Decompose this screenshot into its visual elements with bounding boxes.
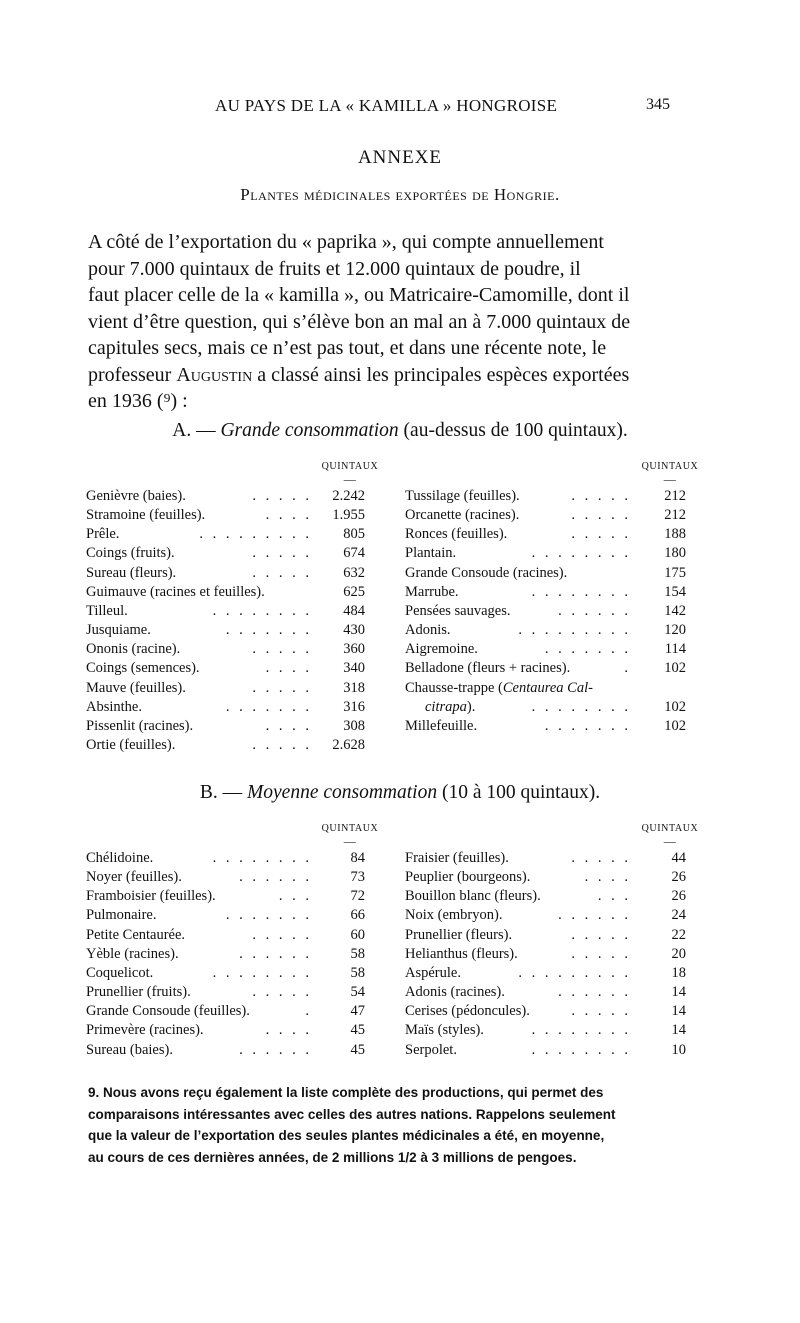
leader-dots: . . . . . <box>252 545 312 562</box>
plant-name: citrapa). <box>425 698 476 715</box>
quintaux-value: 26 <box>671 869 686 886</box>
plant-name: Marrube. <box>405 583 459 600</box>
footnote-line: que la valeur de l’exportation des seules plantes médicinales a été, en moyenne, <box>88 1128 605 1143</box>
unit-label: QUINTAUX <box>321 823 379 834</box>
intro-line: vient d’être question, qui s’élève bon an mal an à 7.000 quintaux de <box>88 310 631 333</box>
leader-dots: . . . <box>597 888 631 905</box>
leader-dots: . . . . <box>265 660 312 677</box>
quintaux-value: 484 <box>343 602 365 619</box>
leader-dots: . . . . . <box>571 926 631 943</box>
leader-dots: . . . . . . . <box>544 717 631 734</box>
intro-line: faut placer celle de la « kamilla », ou Matricaire-Camomille, dont il <box>88 284 630 306</box>
section-b-heading <box>0 782 800 804</box>
leader-dots: . . . . <box>265 507 312 524</box>
leader-dots: . . . . . . . . <box>212 850 312 866</box>
leader-dots: . . . . <box>265 717 312 734</box>
leader-dots: . . . . . <box>252 926 312 943</box>
leader-dots: . <box>624 660 631 677</box>
plant-name: Aspérule. <box>405 964 461 981</box>
section-a-left-unit-header <box>310 461 390 486</box>
leader-dots: . . . . . . . . . <box>199 526 312 543</box>
quintaux-value: 316 <box>343 698 365 715</box>
plant-name: Pissenlit (racines). <box>86 717 194 734</box>
leader-dots: . . . . . . . . <box>531 698 631 715</box>
section-a-italic: Grande consommation <box>220 420 399 441</box>
quintaux-value: 318 <box>343 679 365 696</box>
quintaux-value: 102 <box>664 698 686 715</box>
plant-name: Petite Centaurée. <box>86 926 186 943</box>
plant-name: Sureau (fleurs). <box>86 564 177 581</box>
leader-dots: . . . . . <box>571 526 631 543</box>
quintaux-value: 60 <box>350 926 365 943</box>
section-a-right-unit-header <box>630 461 710 486</box>
unit-label: QUINTAUX <box>641 461 699 472</box>
leader-dots: . . . . . . . . . <box>518 964 631 981</box>
plant-name: Pulmonaire. <box>86 907 157 924</box>
plant-name: Noyer (feuilles). <box>86 869 182 886</box>
quintaux-value: 142 <box>664 602 686 619</box>
footnote <box>88 1082 700 1168</box>
quintaux-value: 84 <box>350 850 365 866</box>
plant-name: Chausse-trappe (Centaurea Cal- <box>405 679 593 696</box>
leader-dots: . . . . <box>265 1022 312 1039</box>
leader-dots: . . . . . <box>252 564 312 581</box>
section-b-left-unit-header <box>310 823 390 848</box>
plant-name: Maïs (styles). <box>405 1022 484 1039</box>
section-b-italic: Moyenne consommation <box>247 782 438 803</box>
plant-latin-name: citrapa <box>425 698 467 715</box>
leader-dots: . . . . . . . . <box>212 964 312 981</box>
quintaux-value: 188 <box>664 526 686 543</box>
quintaux-value: 175 <box>664 564 686 581</box>
leader-dots: . . . . . . . <box>225 907 312 924</box>
quintaux-value: 26 <box>671 888 686 905</box>
quintaux-value: 340 <box>343 660 365 677</box>
leader-dots: . . . . . <box>252 736 312 753</box>
author-name: Augustin <box>176 363 253 386</box>
quintaux-value: 14 <box>671 1022 686 1039</box>
quintaux-value: 10 <box>671 1041 686 1058</box>
plant-name: Ortie (feuilles). <box>86 736 176 753</box>
section-a-heading <box>0 420 800 442</box>
intro-line: en 1936 (⁹) : <box>88 390 188 412</box>
leader-dots: . . . . . . <box>239 945 312 962</box>
intro-line: A côté de l’exportation du « paprika », qui compte annuellement <box>88 231 604 253</box>
leader-dots: . . . . . . . <box>225 698 312 715</box>
quintaux-value: 102 <box>664 717 686 734</box>
section-b-right-unit-header <box>630 823 710 848</box>
plant-name: Peuplier (bourgeons). <box>405 869 531 886</box>
quintaux-value: 1.955 <box>332 507 365 524</box>
quintaux-value: 45 <box>350 1022 365 1039</box>
unit-dash: — <box>663 834 677 848</box>
plant-name: Yèble (racines). <box>86 945 179 962</box>
quintaux-value: 58 <box>350 945 365 962</box>
plant-name: Grande Consoude (racines). <box>405 564 568 581</box>
leader-dots: . . . . . . <box>239 1041 312 1058</box>
unit-dash: — <box>343 834 357 848</box>
quintaux-value: 72 <box>350 888 365 905</box>
annexe-subtitle: Plantes médicinales exportées de Hongrie. <box>240 185 560 204</box>
plant-name: Prunellier (fleurs). <box>405 926 513 943</box>
leader-dots: . . . . . <box>571 507 631 524</box>
unit-dash: — <box>343 472 357 486</box>
plant-name: Stramoine (feuilles). <box>86 507 206 524</box>
plant-name: Chélidoine. <box>86 850 154 866</box>
leader-dots: . . . . . . . . <box>531 1022 631 1039</box>
plant-name: Jusquiame. <box>86 622 151 639</box>
leader-dots: . . . . <box>584 869 631 886</box>
quintaux-value: 73 <box>350 869 365 886</box>
leader-dots: . . . . . <box>252 984 312 1001</box>
plant-name: Mauve (feuilles). <box>86 679 186 696</box>
leader-dots: . . . . . . <box>239 869 312 886</box>
plant-name: Tussilage (feuilles). <box>405 488 520 504</box>
quintaux-value: 45 <box>350 1041 365 1058</box>
footnote-line: 9. Nous avons reçu également la liste complète des productions, qui permet des <box>88 1085 604 1100</box>
quintaux-value: 44 <box>671 850 686 866</box>
quintaux-value: 625 <box>343 583 365 600</box>
intro-line <box>88 362 700 389</box>
plant-name: Coings (semences). <box>86 660 200 677</box>
quintaux-value: 20 <box>671 945 686 962</box>
leader-dots: . . . . . . . <box>544 641 631 658</box>
plant-name: Ronces (feuilles). <box>405 526 508 543</box>
plant-name: Cerises (pédoncules). <box>405 1003 530 1020</box>
quintaux-value: 14 <box>671 984 686 1001</box>
leader-dots: . . . . . . . . <box>531 1041 631 1058</box>
section-a-suffix: (au-dessus de 100 quintaux). <box>398 420 628 441</box>
section-b-prefix: B. — <box>199 782 248 803</box>
quintaux-value: 54 <box>350 984 365 1001</box>
plant-name: Adonis (racines). <box>405 984 505 1001</box>
plant-name: Prunellier (fruits). <box>86 984 191 1001</box>
quintaux-value: 120 <box>664 622 686 639</box>
annexe-title: ANNEXE <box>357 147 443 168</box>
quintaux-value: 154 <box>664 583 686 600</box>
plant-name: Prêle. <box>86 526 120 543</box>
plant-name: Serpolet. <box>405 1041 457 1058</box>
quintaux-value: 2.628 <box>332 736 365 753</box>
leader-dots: . . . . . . . . <box>531 545 631 562</box>
leader-dots: . . . . . . . . . <box>518 622 631 639</box>
leader-dots: . . . . . . . . <box>212 602 312 619</box>
leader-dots: . . . . . . <box>558 984 631 1001</box>
plant-name: Coings (fruits). <box>86 545 175 562</box>
quintaux-value: 430 <box>343 622 365 639</box>
plant-latin-name: Centaurea Cal- <box>502 679 593 696</box>
quintaux-value: 18 <box>671 964 686 981</box>
quintaux-value: 212 <box>664 488 686 504</box>
footnote-line: comparaisons intéressantes avec celles des autres nations. Rappelons seulement <box>88 1106 616 1122</box>
page-number: 345 <box>646 96 670 113</box>
plant-name: Pensées sauvages. <box>405 602 511 619</box>
intro-line: pour 7.000 quintaux de fruits et 12.000 quintaux de poudre, il <box>88 257 581 280</box>
plant-name: Adonis. <box>405 622 451 639</box>
intro-paragraph <box>88 229 700 415</box>
plant-name: Tilleul. <box>86 602 128 619</box>
quintaux-value: 632 <box>343 564 365 581</box>
quintaux-value: 180 <box>664 545 686 562</box>
quintaux-value: 114 <box>664 641 686 658</box>
intro-text: professeur <box>88 363 177 386</box>
running-title: AU PAYS DE LA « KAMILLA » HONGROISE <box>215 96 558 115</box>
section-a-prefix: A. — <box>172 420 221 441</box>
quintaux-value: 24 <box>671 907 686 924</box>
plant-name: Genièvre (baies). <box>86 488 186 504</box>
quintaux-value: 2.242 <box>332 488 365 504</box>
leader-dots: . <box>305 1003 312 1020</box>
quintaux-value: 66 <box>350 907 365 924</box>
plant-name: Absinthe. <box>86 698 142 715</box>
plant-name: Guimauve (racines et feuilles). <box>86 583 265 600</box>
quintaux-value: 674 <box>343 545 365 562</box>
quintaux-value: 58 <box>350 964 365 981</box>
quintaux-value: 47 <box>350 1003 365 1020</box>
plant-name: Millefeuille. <box>405 717 478 734</box>
quintaux-value: 308 <box>343 717 365 734</box>
plant-name: Helianthus (fleurs). <box>405 945 518 962</box>
plant-name: Orcanette (racines). <box>405 507 520 524</box>
quintaux-value: 805 <box>343 526 365 543</box>
unit-label: QUINTAUX <box>641 823 699 834</box>
intro-line: capitules secs, mais ce n’est pas tout, et dans une récente note, le <box>88 337 607 359</box>
quintaux-value: 22 <box>671 926 686 943</box>
quintaux-value: 360 <box>343 641 365 658</box>
plant-name: Framboisier (feuilles). <box>86 888 216 905</box>
quintaux-value: 14 <box>671 1003 686 1020</box>
plant-name: Bouillon blanc (fleurs). <box>405 888 541 905</box>
leader-dots: . . . . . <box>571 488 631 504</box>
leader-dots: . . . . . <box>571 850 631 866</box>
leader-dots: . . . . . <box>571 1003 631 1020</box>
quintaux-value: 102 <box>664 660 686 677</box>
leader-dots: . . . . . <box>252 488 312 504</box>
leader-dots: . . . . . . . . <box>531 583 631 600</box>
leader-dots: . . . . . <box>252 641 312 658</box>
unit-label: QUINTAUX <box>321 461 379 472</box>
page-header <box>0 96 800 120</box>
leader-dots: . . . . . . . <box>225 622 312 639</box>
section-b-suffix: (10 à 100 quintaux). <box>437 782 601 803</box>
leader-dots: . . . . . <box>571 945 631 962</box>
leader-dots: . . . <box>278 888 312 905</box>
leader-dots: . . . . . <box>252 679 312 696</box>
plant-name: Plantain. <box>405 545 457 562</box>
plant-name: Sureau (baies). <box>86 1041 173 1058</box>
quintaux-value: 212 <box>664 507 686 524</box>
leader-dots: . . . . . . <box>558 907 631 924</box>
footnote-line: au cours de ces dernières années, de 2 millions 1/2 à 3 millions de pengoes. <box>88 1149 577 1165</box>
plant-name: Ononis (racine). <box>86 641 181 658</box>
plant-name: Aigremoine. <box>405 641 478 658</box>
plant-name: Fraisier (feuilles). <box>405 850 509 866</box>
plant-name: Primevère (racines). <box>86 1022 204 1039</box>
plant-name: Coquelicot. <box>86 964 154 981</box>
leader-dots: . . . . . . <box>558 602 631 619</box>
intro-text: a classé ainsi les principales espèces exportées <box>252 363 630 386</box>
plant-name: Belladone (fleurs + racines). <box>405 660 571 677</box>
unit-dash: — <box>663 472 677 486</box>
plant-name: Noix (embryon). <box>405 907 503 924</box>
plant-name: Grande Consoude (feuilles). <box>86 1003 250 1020</box>
